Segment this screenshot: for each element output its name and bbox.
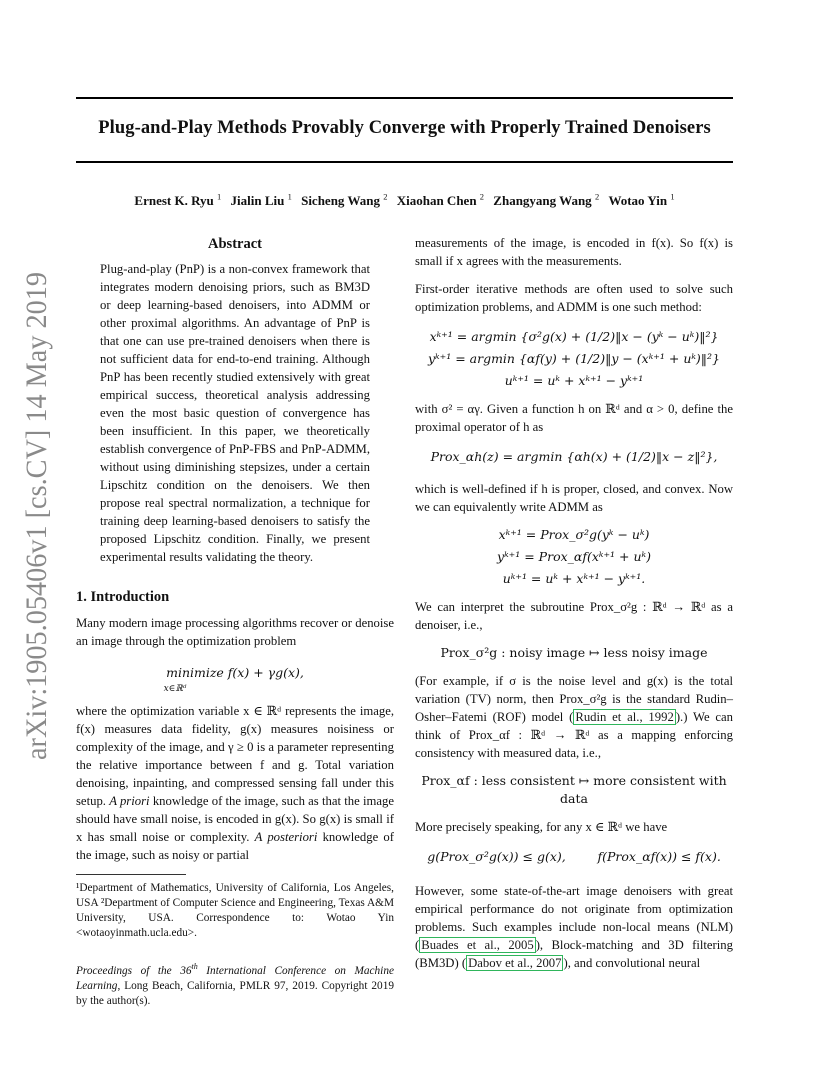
author-affiliation: 2 bbox=[479, 192, 485, 202]
inequality-equation: g(Prox_σ²g(x)) ≤ g(x), f(Prox_αf(x)) ≤ f(x). bbox=[427, 849, 721, 864]
optimization-equation bbox=[76, 662, 394, 694]
consistency-equation: Prox_αf : less consistent ↦ more consistent with data bbox=[421, 773, 727, 806]
citation-dabov[interactable]: Dabov et al., 2007 bbox=[468, 956, 562, 970]
title-bottom-rule bbox=[76, 161, 733, 163]
paragraph-text: (For example, if σ is the noise level and g(x) is the total variation (TV) norm, then Prox_σ²g is the standard Rudin–Osher–Fatemi (ROF) model ( bbox=[415, 674, 733, 724]
admm-line-u: uᵏ⁺¹ = uᵏ + xᵏ⁺¹ − yᵏ⁺¹ bbox=[504, 373, 644, 388]
intro-emphasis: A posteriori bbox=[254, 830, 318, 844]
right-column bbox=[415, 234, 733, 972]
author-affiliation: 1 bbox=[217, 192, 222, 202]
right-paragraph-5: We can interpret the subroutine Prox_σ²g : ℝᵈ → ℝᵈ as a denoiser, i.e., bbox=[415, 600, 733, 632]
paragraph-text: ), and convolutional neural bbox=[563, 956, 701, 970]
right-paragraph-4: which is well-defined if h is proper, closed, and convex. Now we can equivalently write ADMM as bbox=[415, 482, 733, 514]
right-paragraph-1: measurements of the image, is encoded in f(x). So f(x) is small if x agrees with the measurements. bbox=[415, 236, 733, 268]
author-3 bbox=[301, 193, 387, 208]
citation-rudin[interactable]: Rudin et al., 1992 bbox=[575, 710, 674, 724]
author-2 bbox=[231, 193, 292, 208]
author-affiliation: 2 bbox=[383, 192, 388, 202]
denoiser-equation: Prox_σ²g : noisy image ↦ less noisy image bbox=[440, 645, 708, 660]
author-name: Zhangyang Wang bbox=[493, 193, 592, 209]
author-name: Ernest K. Ryu bbox=[134, 193, 214, 209]
author-list bbox=[76, 192, 733, 209]
author-5 bbox=[493, 193, 599, 208]
prox-definition: Prox_αh(z) = argmin {αh(x) + (1/2)‖x − z‖²}, bbox=[430, 449, 718, 464]
admm-prox-equations bbox=[415, 524, 733, 590]
proceedings-text: International Conference on Machine Learning bbox=[76, 964, 394, 992]
footnote-rule bbox=[76, 874, 186, 875]
abstract-heading: Abstract bbox=[208, 236, 262, 252]
paper-title: Plug-and-Play Methods Provably Converge with Properly Trained Denoisers bbox=[98, 118, 711, 138]
paragraph-text: ), Block-matching and 3D filtering (BM3D) ( bbox=[415, 938, 733, 970]
author-name: Jialin Liu bbox=[230, 193, 285, 209]
paragraph-text: However, some state-of-the-art image denoisers with great empirical performance do not originate from optimization problems. Such examples include non-local means (NLM) ( bbox=[415, 884, 733, 952]
author-affiliation: 1 bbox=[670, 192, 675, 202]
intro-paragraph-2 bbox=[76, 702, 394, 864]
introduction-heading: 1. Introduction bbox=[76, 589, 170, 605]
proceedings-note bbox=[76, 959, 394, 1009]
abstract-body: Plug-and-play (PnP) is a non-convex framework that integrates modern denoising priors, such as BM3D or deep learning-based denoisers, into ADMM or other proximal algorithms. An advantage of PnP is that one can use pre-trained denoisers when there is not sufficient data for end-to-end training. Although PnP has been recently studied extensively with great empirical success, theoretical analysis addressing even the most basic question of convergence has been insufficient. In this paper, we theoretically establish convergence of PnP-FBS and PnP-ADMM, without using diminishing stepsizes, under a certain Lipschitz condition on the denoisers. We then propose real spectral normalization, a technique for training deep learning-based denoisers to satisfy the proposed Lipschitz condition. Finally, we present experimental results validating the theory. bbox=[100, 262, 370, 564]
proceedings-text: , Long Beach, California, PMLR 97, 2019. Copyright 2019 by the author(s). bbox=[76, 979, 394, 1007]
paragraph-text: ).) We can think of Prox_αf : ℝᵈ → ℝᵈ as a mapping enforcing consistency with measured data, i.e., bbox=[415, 710, 733, 760]
right-paragraph-6 bbox=[415, 672, 733, 762]
intro-paragraph-1: Many modern image processing algorithms recover or denoise an image through the optimization problem bbox=[76, 616, 394, 648]
right-paragraph-3: with σ² = αγ. Given a function h on ℝᵈ and α > 0, define the proximal operator of h as bbox=[415, 402, 733, 434]
author-1 bbox=[134, 193, 221, 208]
author-4 bbox=[397, 193, 484, 208]
author-name: Wotao Yin bbox=[608, 193, 668, 209]
right-paragraph-2: First-order iterative methods are often used to solve such optimization problems, and ADMM is one such method: bbox=[415, 282, 733, 314]
author-affiliation: 1 bbox=[287, 192, 292, 202]
left-column bbox=[76, 234, 394, 1009]
citation-buades[interactable]: Buades et al., 2005 bbox=[421, 938, 534, 952]
right-paragraph-7: More precisely speaking, for any x ∈ ℝᵈ we have bbox=[415, 820, 668, 834]
author-name: Sicheng Wang bbox=[301, 193, 380, 209]
admm-line-x: xᵏ⁺¹ = argmin {σ²g(x) + (1/2)‖x − (yᵏ − uᵏ)‖²} bbox=[429, 329, 719, 344]
arxiv-id-text: arXiv:1905.05406v1 [cs.CV] 14 May 2019 bbox=[20, 270, 53, 760]
top-rule bbox=[76, 97, 733, 99]
admm-line-y: yᵏ⁺¹ = argmin {αf(y) + (1/2)‖y − (xᵏ⁺¹ + uᵏ)‖²} bbox=[427, 351, 721, 366]
equation-line: minimize f(x) + γg(x), bbox=[166, 665, 304, 680]
author-affiliation: 2 bbox=[594, 192, 600, 202]
proceedings-text: Proceedings of the 36 bbox=[76, 964, 192, 977]
author-6 bbox=[608, 193, 674, 208]
author-name: Xiaohan Chen bbox=[396, 193, 477, 209]
admm-prox-line-x: xᵏ⁺¹ = Prox_σ²g(yᵏ − uᵏ) bbox=[498, 527, 650, 542]
admm-prox-line-u: uᵏ⁺¹ = uᵏ + xᵏ⁺¹ − yᵏ⁺¹. bbox=[502, 571, 646, 586]
right-paragraph-8 bbox=[415, 882, 733, 972]
intro-text: where the optimization variable x ∈ ℝᵈ represents the image, f(x) measures data fidelity, g(x) measures noisiness or complexity of the image, and γ ≥ 0 is a parameter representing the relative importance between f and g. Total variation denoising, inpainting, and compressed sensing fall under this setup. bbox=[76, 704, 394, 808]
proceedings-sup: th bbox=[191, 962, 198, 971]
admm-equations bbox=[415, 326, 733, 392]
equation-subscript: x∈ℝᵈ bbox=[163, 684, 187, 694]
intro-emphasis: A priori bbox=[109, 794, 150, 808]
admm-prox-line-y: yᵏ⁺¹ = Prox_αf(xᵏ⁺¹ + uᵏ) bbox=[497, 549, 651, 564]
affiliation-footnote: ¹Department of Mathematics, University of California, Los Angeles, USA ²Department of Computer Science and Engineering, Texas A&M University, USA. Correspondence to: Wotao Yin <wotaoyinmath.ucla.edu>. bbox=[76, 882, 394, 939]
intro-text: knowledge of the image, such as that the image should have small noise, is encoded in g(x). So g(x) is small if x has small noise or complexity. bbox=[76, 794, 394, 844]
intro-text: knowledge of the image, such as noisy or partial bbox=[76, 830, 394, 862]
